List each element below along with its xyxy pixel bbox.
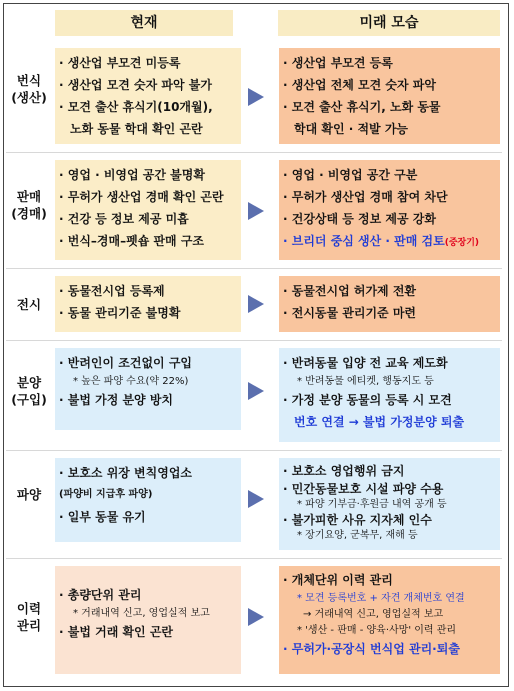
current-sales: · 영업 · 비영업 공간 불명확 · 무허가 생산업 경매 확인 곤란 · 건강 등 정보 제공 미흡 · 번식–경매–펫숍 판매 구조 bbox=[55, 160, 241, 260]
future-sales: · 영업 · 비영업 공간 구분 · 무허가 생산업 경매 참여 차단 · 건강상태 등 정보 제공 강화 · 브리더 중심 생산 · 판매 검토(중장기) bbox=[279, 160, 500, 260]
row-divider bbox=[6, 268, 502, 269]
future-exhibition: · 동물전시업 허가제 전환 · 전시동물 관리기준 마련 bbox=[279, 276, 500, 332]
future-breeding bbox=[279, 48, 500, 144]
arrow-right-icon bbox=[248, 295, 264, 313]
row-divider bbox=[6, 558, 502, 559]
arrow-right-icon bbox=[248, 608, 264, 626]
category-sales: 판매 (경매) bbox=[11, 189, 47, 221]
header-future: 미래 모습 bbox=[278, 10, 500, 36]
category-adoption: 분양 (구입) bbox=[11, 375, 47, 407]
future-breeding-line-2: · 생산업 전체 모견 숫자 파악 bbox=[283, 78, 436, 92]
future-adoption: · 반려동물 입양 전 교육 제도화 * 반려동물 에티켓, 행동지도 등 · 가정 분양 동물의 등록 시 모견 번호 연결 → 불법 가정분양 퇴출 bbox=[279, 348, 500, 442]
arrow-right-icon bbox=[248, 382, 264, 400]
category-exhibition: 전시 bbox=[16, 297, 42, 312]
future-breeding-line-4: 학대 확인 · 적발 가능 bbox=[294, 122, 409, 136]
arrow-right-icon bbox=[248, 88, 264, 106]
arrow-right-icon bbox=[248, 202, 264, 220]
future-surrender: · 보호소 영업행위 금지 · 민간동물보호 시설 파양 수용 * 파양 기부금·후원금 내역 공개 등 · 불가피한 사유 지자체 인수 * 장기요양, 군복무, 재해 등 bbox=[279, 458, 500, 550]
future-history: · 개체단위 이력 관리 * 모견 등록번호 + 자견 개체번호 연결 → 거래내역 신고, 영업실적 보고 * '생산 - 판매 - 양육·사망' 이력 관리 · 무허가·공장식 번식업 관리·퇴출 bbox=[279, 566, 500, 674]
current-exhibition: · 동물전시업 등록제 · 동물 관리기준 불명확 bbox=[55, 276, 241, 332]
current-breeding: · 생산업 부모견 미등록 · 생산업 모견 숫자 파악 불가 · 모견 출산 휴식기(10개월), 노화 동물 학대 확인 곤란 bbox=[55, 48, 241, 144]
arrow-right-icon bbox=[248, 490, 264, 508]
row-divider bbox=[6, 340, 502, 341]
row-divider bbox=[6, 152, 502, 153]
row-divider bbox=[6, 450, 502, 451]
future-breeding-line-3: · 모견 출산 휴식기, 노화 동물 bbox=[283, 100, 441, 114]
future-breeding-line-1: · 생산업 부모견 등록 bbox=[283, 56, 393, 70]
header-current: 현재 bbox=[55, 10, 233, 36]
category-surrender: 파양 bbox=[16, 487, 42, 502]
category-breeding: 번식 (생산) bbox=[11, 73, 47, 105]
current-adoption: · 반려인이 조건없이 구입 * 높은 파양 수요(약 22%) · 불법 가정 분양 방치 bbox=[55, 348, 241, 430]
category-history: 이력 관리 bbox=[16, 601, 42, 633]
current-history: · 총량단위 관리 * 거래내역 신고, 영업실적 보고 · 불법 거래 확인 곤란 bbox=[55, 566, 241, 674]
current-surrender: · 보호소 위장 변칙영업소 (파양비 지급후 파양) · 일부 동물 유기 bbox=[55, 458, 241, 542]
